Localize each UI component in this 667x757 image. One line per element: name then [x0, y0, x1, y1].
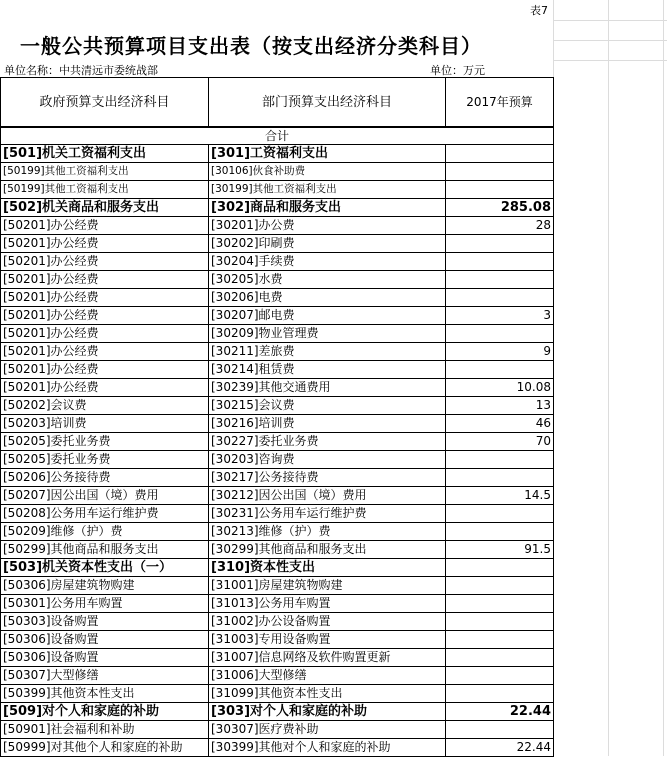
amount-cell: 14.5 — [446, 487, 554, 505]
amount-cell: 70 — [446, 433, 554, 451]
gov-subject-cell: [50201]办公经费 — [1, 343, 209, 361]
table-row — [1, 343, 554, 361]
gov-subject-cell: [50202]会议费 — [1, 397, 209, 415]
dept-subject-cell: [30307]医疗费补助 — [209, 721, 446, 739]
table-row — [1, 397, 554, 415]
gov-subject-cell: [50201]办公经费 — [1, 325, 209, 343]
dept-subject-cell: [30214]租赁费 — [209, 361, 446, 379]
dept-subject-cell: [30216]培训费 — [209, 415, 446, 433]
table-row — [1, 235, 554, 253]
table-row — [1, 379, 554, 397]
dept-subject-cell: [30399]其他对个人和家庭的补助 — [209, 739, 446, 757]
dept-subject-cell: [30231]公务用车运行维护费 — [209, 505, 446, 523]
gov-subject-cell: [50208]公务用车运行维护费 — [1, 505, 209, 523]
table-row — [1, 253, 554, 271]
gov-subject-cell: [50306]设备购置 — [1, 631, 209, 649]
dept-subject-cell: [31003]专用设备购置 — [209, 631, 446, 649]
category-row — [1, 559, 554, 577]
amount-cell — [446, 181, 554, 199]
amount-cell — [446, 559, 554, 577]
dept-subject-cell: [30204]手续费 — [209, 253, 446, 271]
gov-subject-cell: [50306]房屋建筑物购建 — [1, 577, 209, 595]
amount-cell — [446, 163, 554, 181]
table-row — [1, 577, 554, 595]
table-row — [1, 415, 554, 433]
gov-subject-cell: [509]对个人和家庭的补助 — [1, 703, 209, 721]
amount-cell: 285.08 — [446, 199, 554, 217]
amount-cell — [446, 685, 554, 703]
dept-subject-cell: [30215]会议费 — [209, 397, 446, 415]
dept-subject-cell: [30202]印刷费 — [209, 235, 446, 253]
dept-subject-cell: [31007]信息网络及软件购置更新 — [209, 649, 446, 667]
amount-cell — [446, 253, 554, 271]
table-row — [1, 469, 554, 487]
gov-subject-cell: [50307]大型修缮 — [1, 667, 209, 685]
table-row — [1, 325, 554, 343]
dept-subject-cell: [30211]差旅费 — [209, 343, 446, 361]
gov-subject-cell: [50205]委托业务费 — [1, 451, 209, 469]
table-row — [1, 451, 554, 469]
amount-cell — [446, 577, 554, 595]
amount-cell: 91.5 — [446, 541, 554, 559]
table-row — [1, 271, 554, 289]
gov-subject-cell: [50901]社会福利和补助 — [1, 721, 209, 739]
gov-subject-cell: [50205]委托业务费 — [1, 433, 209, 451]
amount-cell: 46 — [446, 415, 554, 433]
amount-cell: 22.44 — [446, 703, 554, 721]
unit-label: 单位：万元 — [430, 64, 485, 77]
table-row — [1, 181, 554, 199]
gov-subject-cell: [502]机关商品和服务支出 — [1, 199, 209, 217]
table-row — [1, 361, 554, 379]
table-row — [1, 307, 554, 325]
amount-cell — [446, 469, 554, 487]
amount-cell: 13 — [446, 397, 554, 415]
dept-subject-cell: [31099]其他资本性支出 — [209, 685, 446, 703]
dept-subject-cell: [303]对个人和家庭的补助 — [209, 703, 446, 721]
category-row — [1, 145, 554, 163]
header-year-budget: 2017年预算 — [446, 78, 554, 128]
gov-subject-cell: [50399]其他资本性支出 — [1, 685, 209, 703]
gov-subject-cell: [50201]办公经费 — [1, 379, 209, 397]
table-row — [1, 613, 554, 631]
dept-subject-cell: [31013]公务用车购置 — [209, 595, 446, 613]
budget-table — [0, 77, 554, 757]
sheet-number: 表7 — [530, 4, 548, 17]
dept-subject-cell: [30212]因公出国（境）费用 — [209, 487, 446, 505]
amount-cell — [446, 325, 554, 343]
table-row — [1, 289, 554, 307]
amount-cell — [446, 451, 554, 469]
gov-subject-cell: [50201]办公经费 — [1, 271, 209, 289]
amount-cell — [446, 235, 554, 253]
page-title: 一般公共预算项目支出表（按支出经济分类科目） — [20, 34, 482, 58]
amount-cell — [446, 613, 554, 631]
amount-cell: 22.44 — [446, 739, 554, 757]
gov-subject-cell: [50201]办公经费 — [1, 217, 209, 235]
table-row — [1, 631, 554, 649]
header-dept-subject: 部门预算支出经济科目 — [209, 78, 446, 128]
gov-subject-cell: [50201]办公经费 — [1, 235, 209, 253]
table-row — [1, 217, 554, 235]
gov-subject-cell: [503]机关资本性支出（一） — [1, 559, 209, 577]
dept-subject-cell: [30199]其他工资福利支出 — [209, 181, 446, 199]
dept-subject-cell: [30299]其他商品和服务支出 — [209, 541, 446, 559]
gov-subject-cell: [50201]办公经费 — [1, 361, 209, 379]
category-row — [1, 703, 554, 721]
dept-subject-cell: [30239]其他交通费用 — [209, 379, 446, 397]
dept-subject-cell: [310]资本性支出 — [209, 559, 446, 577]
gov-subject-cell: [50203]培训费 — [1, 415, 209, 433]
category-row — [1, 199, 554, 217]
amount-cell — [446, 505, 554, 523]
dept-subject-cell: [30206]电费 — [209, 289, 446, 307]
dept-subject-cell: [302]商品和服务支出 — [209, 199, 446, 217]
table-row — [1, 595, 554, 613]
total-row — [1, 127, 554, 145]
dept-subject-cell: [30207]邮电费 — [209, 307, 446, 325]
gov-subject-cell: [50199]其他工资福利支出 — [1, 163, 209, 181]
table-row — [1, 721, 554, 739]
gov-subject-cell: [50199]其他工资福利支出 — [1, 181, 209, 199]
table-row — [1, 667, 554, 685]
table-row — [1, 163, 554, 181]
gov-subject-cell: [501]机关工资福利支出 — [1, 145, 209, 163]
gov-subject-cell: [50303]设备购置 — [1, 613, 209, 631]
dept-subject-cell: [30209]物业管理费 — [209, 325, 446, 343]
gov-subject-cell: [50207]因公出国（境）费用 — [1, 487, 209, 505]
table-row — [1, 541, 554, 559]
header-gov-subject: 政府预算支出经济科目 — [1, 78, 209, 128]
gov-subject-cell: [50206]公务接待费 — [1, 469, 209, 487]
amount-cell — [446, 271, 554, 289]
gov-subject-cell: [50301]公务用车购置 — [1, 595, 209, 613]
amount-cell — [446, 289, 554, 307]
dept-subject-cell: [30217]公务接待费 — [209, 469, 446, 487]
dept-subject-cell: [31006]大型修缮 — [209, 667, 446, 685]
amount-cell — [446, 721, 554, 739]
amount-cell — [446, 523, 554, 541]
header-row — [1, 78, 554, 128]
amount-cell: 28 — [446, 217, 554, 235]
dept-subject-cell: [30203]咨询费 — [209, 451, 446, 469]
total-label: 合计 — [1, 127, 554, 145]
amount-cell — [446, 595, 554, 613]
table-row — [1, 487, 554, 505]
amount-cell: 3 — [446, 307, 554, 325]
table-row — [1, 739, 554, 757]
amount-cell — [446, 145, 554, 163]
amount-cell — [446, 667, 554, 685]
dept-subject-cell: [30205]水费 — [209, 271, 446, 289]
dept-subject-cell: [30227]委托业务费 — [209, 433, 446, 451]
amount-cell: 10.08 — [446, 379, 554, 397]
table-row — [1, 523, 554, 541]
gov-subject-cell: [50999]对其他个人和家庭的补助 — [1, 739, 209, 757]
gov-subject-cell: [50306]设备购置 — [1, 649, 209, 667]
amount-cell — [446, 649, 554, 667]
table-row — [1, 433, 554, 451]
dept-subject-cell: [30201]办公费 — [209, 217, 446, 235]
dept-subject-cell: [31002]办公设备购置 — [209, 613, 446, 631]
table-row — [1, 505, 554, 523]
table-row — [1, 685, 554, 703]
unit-name: 单位名称：中共清远市委统战部 — [4, 64, 158, 77]
dept-subject-cell: [30106]伙食补助费 — [209, 163, 446, 181]
dept-subject-cell: [31001]房屋建筑物购建 — [209, 577, 446, 595]
gov-subject-cell: [50201]办公经费 — [1, 253, 209, 271]
amount-cell — [446, 361, 554, 379]
dept-subject-cell: [30213]维修（护）费 — [209, 523, 446, 541]
table-row — [1, 649, 554, 667]
dept-subject-cell: [301]工资福利支出 — [209, 145, 446, 163]
amount-cell — [446, 631, 554, 649]
gov-subject-cell: [50201]办公经费 — [1, 307, 209, 325]
gov-subject-cell: [50201]办公经费 — [1, 289, 209, 307]
amount-cell: 9 — [446, 343, 554, 361]
gov-subject-cell: [50209]维修（护）费 — [1, 523, 209, 541]
gov-subject-cell: [50299]其他商品和服务支出 — [1, 541, 209, 559]
